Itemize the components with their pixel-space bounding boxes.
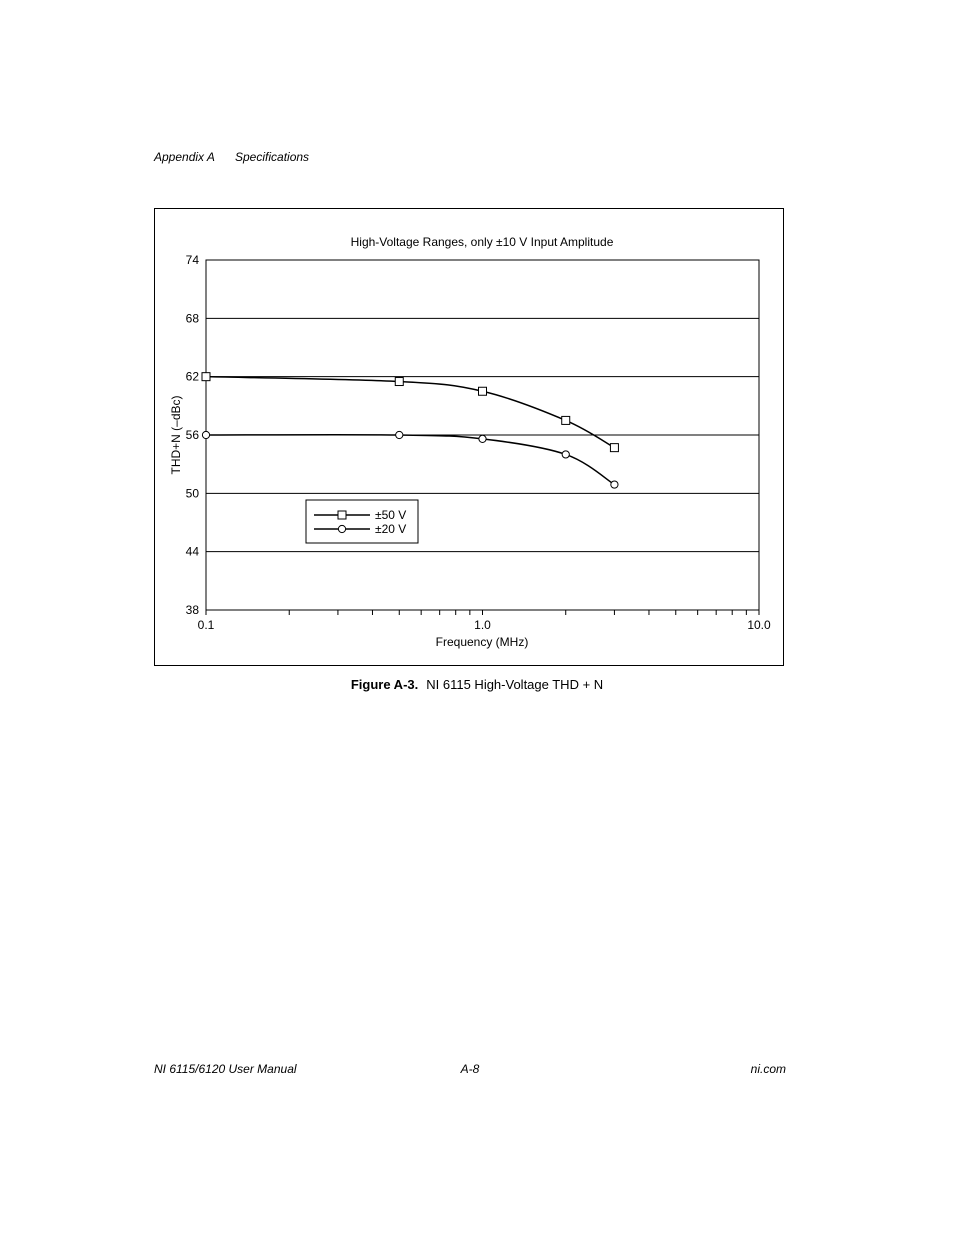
figure-caption: [0, 677, 954, 692]
data-point: [479, 435, 486, 442]
data-point: [395, 378, 403, 386]
series-layer: [202, 373, 618, 489]
series-line: [206, 435, 614, 485]
header-section: Appendix A: [154, 150, 215, 164]
chart-title: High-Voltage Ranges, only ±10 V Input Amplitude: [350, 235, 614, 249]
data-point: [202, 373, 210, 381]
footer-website: ni.com: [750, 1062, 786, 1076]
footer-page-number: A-8: [460, 1062, 480, 1076]
y-tick-label: 68: [185, 311, 199, 326]
y-axis-label: THD+N (–dBc): [169, 395, 183, 475]
data-point: [396, 431, 403, 438]
data-point: [562, 416, 570, 424]
x-tick-label: 10.0: [747, 618, 771, 632]
caption-text: NI 6115 High-Voltage THD + N: [426, 677, 604, 692]
series-plus-minus-50v: [202, 373, 618, 452]
legend: [306, 500, 418, 543]
x-axis-label: Frequency (MHz): [435, 635, 529, 649]
legend-label: ±50 V: [375, 508, 407, 522]
footer-manual-title: NI 6115/6120 User Manual: [154, 1062, 297, 1076]
legend-label: ±20 V: [375, 522, 407, 536]
y-tick-label: 44: [185, 544, 199, 559]
series-line: [206, 377, 614, 448]
y-tick-label: 50: [185, 486, 199, 501]
header-title: Specifications: [235, 150, 310, 164]
data-point: [611, 481, 618, 488]
y-tick-labels: [186, 253, 200, 617]
data-point: [202, 431, 209, 438]
y-tick-label: 74: [185, 253, 199, 267]
y-tick-label: 56: [185, 428, 199, 442]
data-point: [479, 387, 487, 395]
y-tick-label: 38: [185, 603, 199, 617]
series-plus-minus-20v: [202, 431, 618, 488]
x-tick-label: 1.0: [474, 618, 491, 632]
data-point: [610, 444, 618, 452]
y-tick-label: 62: [185, 369, 199, 384]
caption-label: Figure A-3.: [350, 677, 419, 692]
data-point: [562, 451, 569, 458]
x-tick-labels: [198, 618, 771, 632]
legend-square-marker: [338, 511, 346, 519]
legend-circle-marker: [338, 525, 345, 532]
x-minor-ticks: [206, 610, 759, 615]
x-tick-label: 0.1: [197, 618, 215, 632]
